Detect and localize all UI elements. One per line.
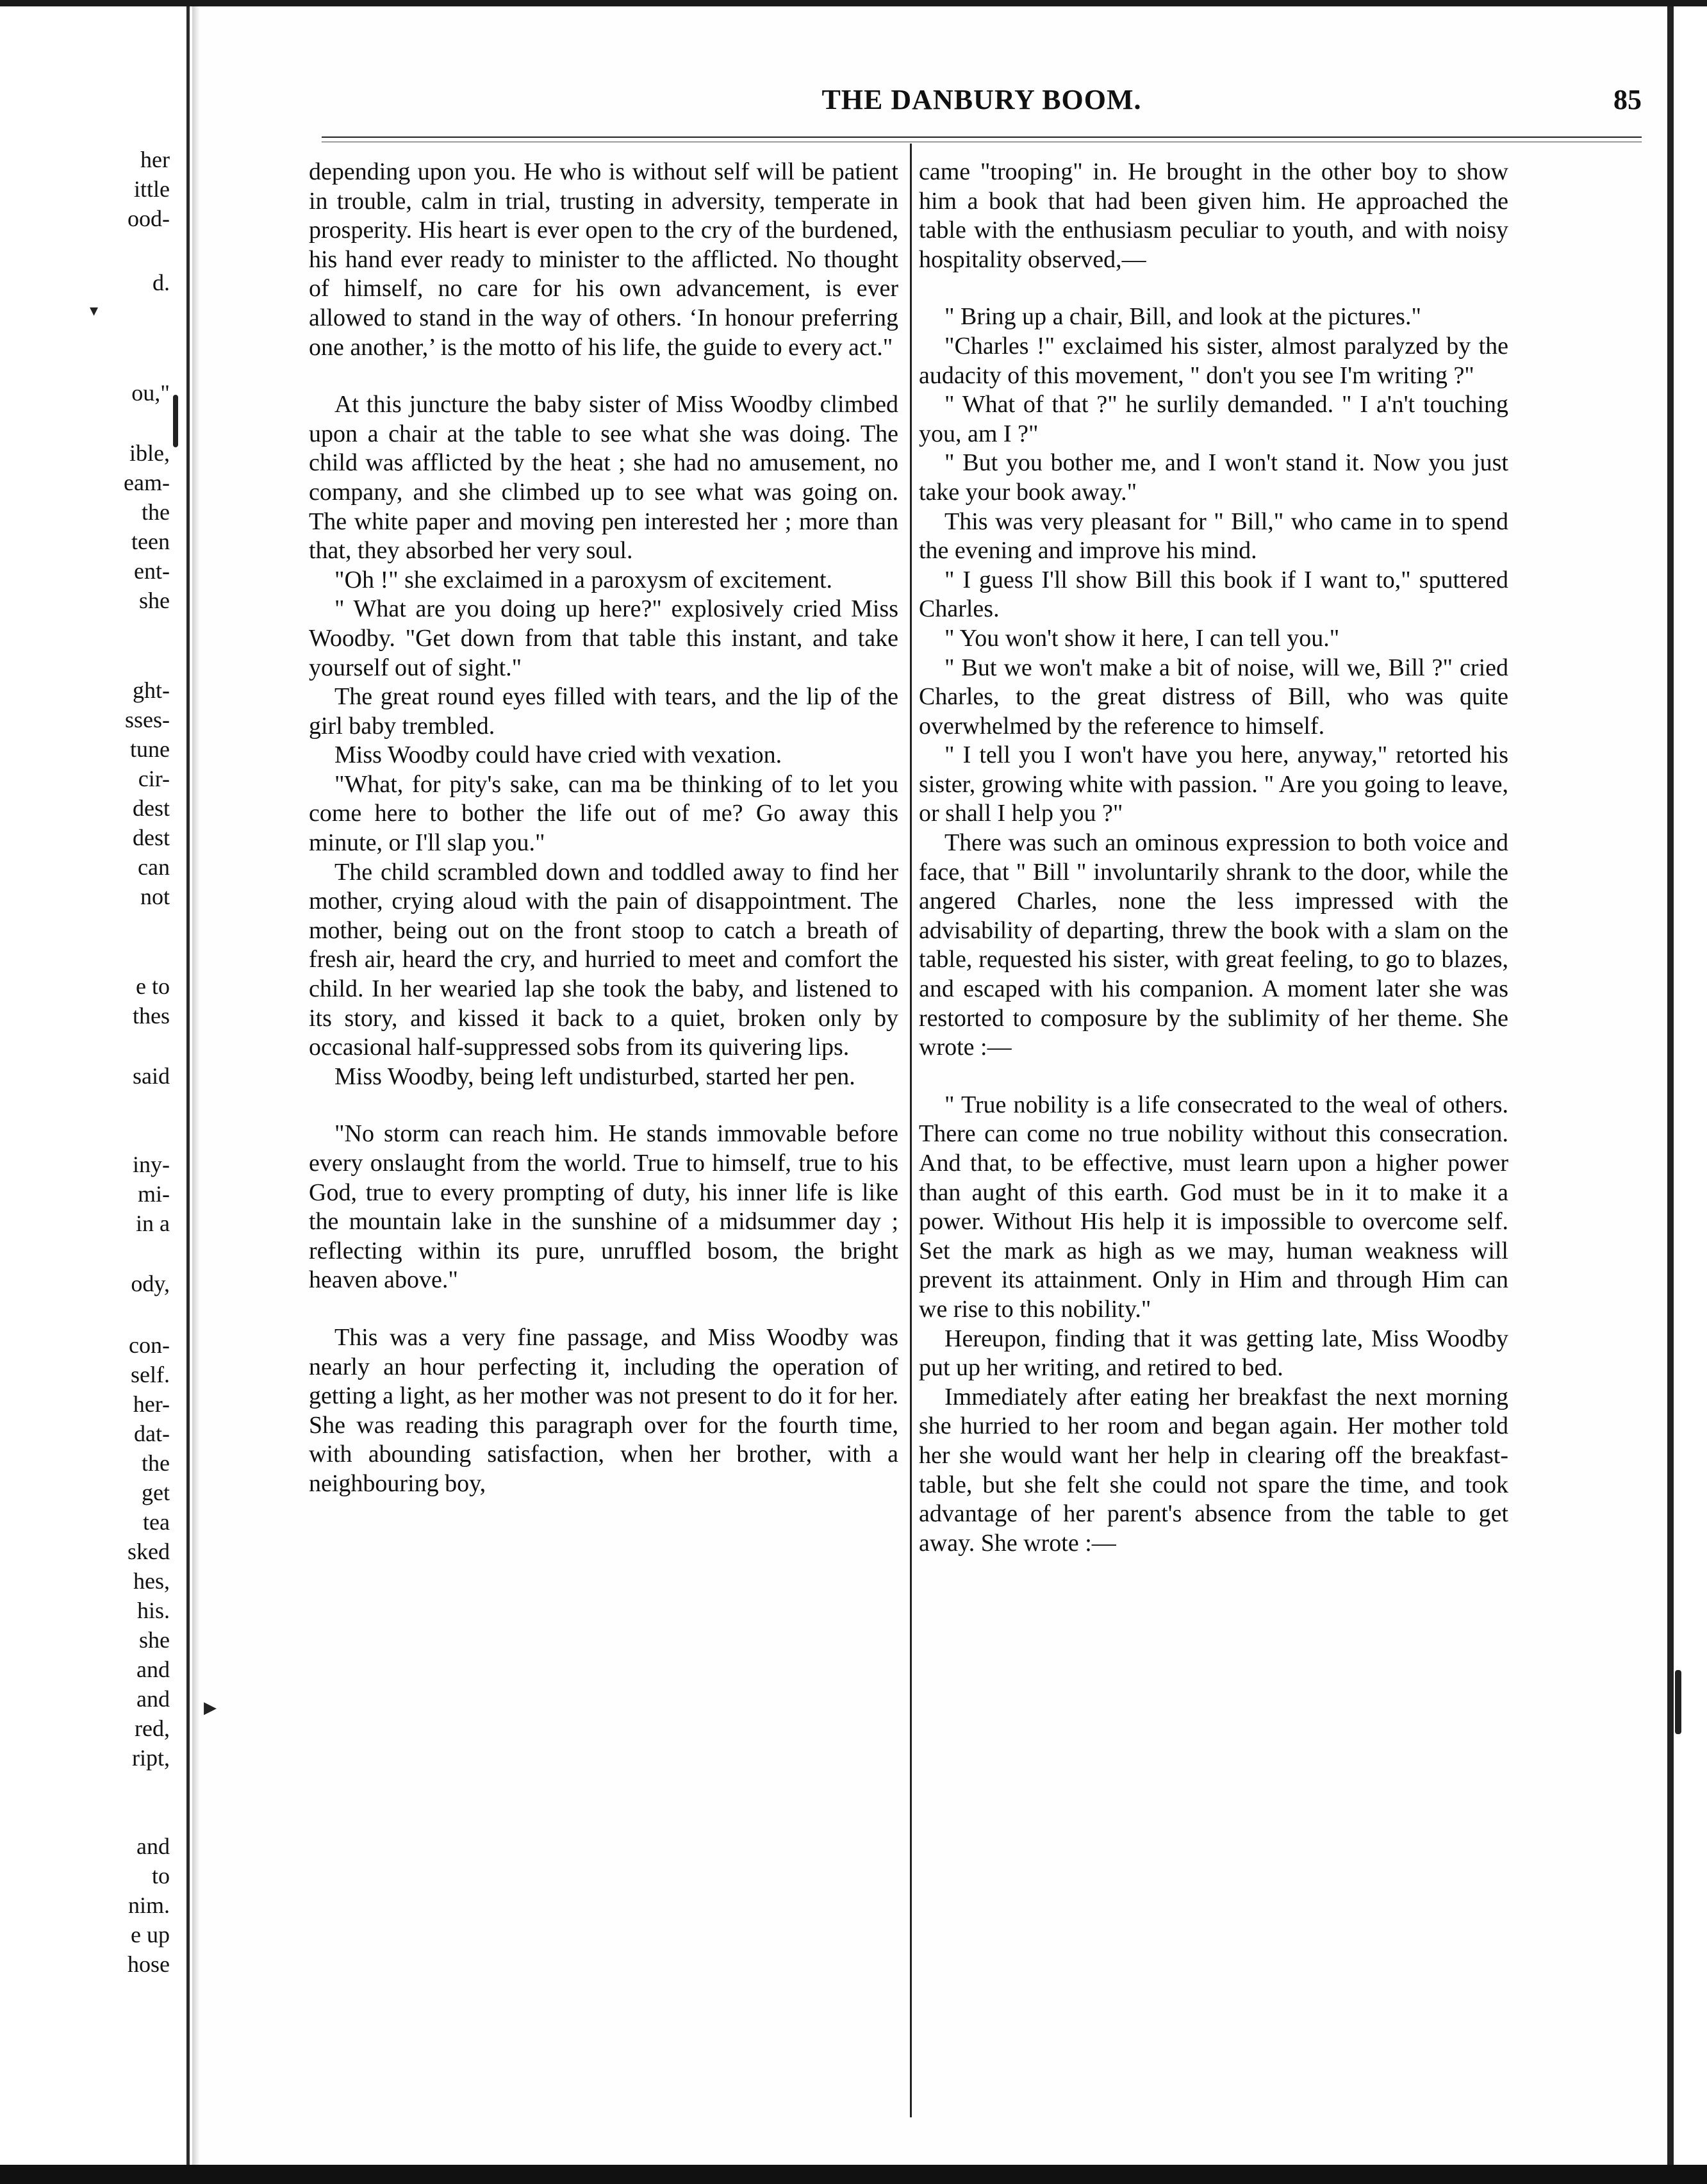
paragraph: " What are you doing up here?" explosively cried Miss Woodby. "Get down from that table this instant, and take yourself out of sight." (309, 595, 898, 681)
paragraph: "Oh !" she exclaimed in a paroxysm of excitement. (334, 566, 833, 593)
margin-fragment: can (138, 854, 170, 880)
paragraph: " You won't show it here, I can tell you." (944, 624, 1340, 652)
previous-page-strip (0, 6, 190, 2165)
paragraph: Miss Woodby could have cried with vexation. (334, 741, 782, 769)
paragraph: At this juncture the baby sister of Miss Woodby climbed upon a chair at the table to see what she was doing. The child was afflicted by the heat ; she had no amusement, no company, and she climbed up to see what was going on. The white paper and moving pen interested her ; more than that, they absorbed her very soul. (309, 391, 898, 565)
margin-fragment: ody, (131, 1271, 170, 1296)
left-column (309, 158, 898, 1499)
right-binding-mark (1675, 1670, 1681, 1734)
margin-dot-mark: ▾ (90, 301, 99, 320)
margin-fragment: self. (131, 1362, 170, 1387)
margin-fragment: tune (130, 736, 170, 762)
margin-fragment: and (136, 1686, 170, 1712)
column-divider (910, 144, 912, 2117)
paragraph: "Charles !" exclaimed his sister, almost paralyzed by the audacity of this movement, " don't you see I'm writing ?" (919, 332, 1508, 389)
margin-fragment: her (140, 147, 170, 172)
margin-fragment: ent- (134, 558, 170, 584)
section-gap (919, 274, 1508, 302)
margin-fragment: red, (135, 1716, 170, 1741)
right-column (919, 158, 1508, 1558)
scan-top-edge (0, 0, 1707, 6)
margin-fragment: ible, (129, 440, 170, 466)
binding-clip-mark (173, 395, 178, 447)
paragraph: Immediately after eating her breakfast the next morning she hurried to her room and began again. Her mother told her she would want her help in clearing off the breakfast-table, but she felt she could not spare the time, and took advantage of her parent's absence from the table to get away. She wrote :— (919, 1383, 1508, 1557)
margin-fragment: to (151, 1863, 170, 1889)
section-gap (309, 1091, 898, 1120)
margin-fragment: cir- (138, 766, 170, 791)
margin-fragment: mi- (138, 1181, 170, 1207)
margin-fragment: she (139, 1627, 170, 1653)
margin-fragment: d. (153, 270, 170, 295)
section-gap (309, 362, 898, 390)
paragraph: came "trooping" in. He brought in the other boy to show him a book that had been given him. He approached the table with the enthusiasm peculiar to youth, and with noisy hospitality observed,— (919, 158, 1508, 273)
paragraph: "What, for pity's sake, can ma be thinking of to let you come here to bother the life out of me? Go away this minute, or I'll slap you." (309, 770, 898, 857)
margin-fragment: tea (143, 1509, 170, 1535)
paragraph: depending upon you. He who is without self will be patient in trouble, calm in trial, trusting in adversity, temperate in prosperity. His heart is ever open to the cry of the burdened, his hand ever ready to minister to the afflicted. No thought of himself, no care for his own advancement, is ever allowed to stand in the way of others. ‘In honour preferring one another,’ is the motto of his life, the guide to every act." (309, 158, 898, 361)
margin-fragment: e up (131, 1922, 170, 1948)
margin-fragment: thes (133, 1003, 170, 1029)
paragraph: " Bring up a chair, Bill, and look at the pictures." (944, 303, 1421, 331)
margin-fragment: dest (133, 795, 170, 821)
header-rule (322, 136, 1642, 142)
paragraph: " I guess I'll show Bill this book if I want to," sputtered Charles. (919, 566, 1508, 623)
margin-fragment: eam- (124, 470, 170, 495)
margin-fragment: not (140, 884, 170, 909)
margin-fragment: hes, (133, 1568, 170, 1594)
paragraph: The great round eyes filled with tears, and the lip of the girl baby trembled. (309, 683, 898, 740)
paragraph: " I tell you I won't have you here, anyway," retorted his sister, growing white with passion. " Are you going to leave, or shall I help you ?" (919, 741, 1508, 827)
margin-fragment: her- (133, 1391, 170, 1417)
margin-fragment: ittle (134, 176, 170, 202)
paragraph: " What of that ?" he surlily demanded. " I a'n't touching you, am I ?" (919, 391, 1508, 447)
page-fold-shadow (192, 6, 200, 2165)
margin-fragment: sses- (125, 707, 170, 732)
paragraph: Hereupon, finding that it was getting late, Miss Woodby put up her writing, and retired to bed. (919, 1325, 1508, 1382)
margin-fragment: the (142, 1450, 170, 1476)
margin-fragment: said (133, 1063, 170, 1089)
margin-fragment: in a (136, 1211, 170, 1236)
section-gap (309, 1295, 898, 1323)
paragraph: There was such an ominous expression to both voice and face, that " Bill " involuntarily shrank to the door, while the angered Charles, none the less impressed with the advisability of departing, threw the book with a slam on the table, requested his sister, with great feeling, to go to blazes, and escaped with his companion. A moment later she was restorted to composure by the sublimity of her theme. She wrote :— (919, 829, 1508, 1061)
margin-fragment: and (136, 1833, 170, 1859)
margin-fragment: ript, (132, 1745, 170, 1771)
paragraph: " True nobility is a life consecrated to the weal of others. There can come no true nobility without this consecration. And that, to be effective, must learn upon a higher power than aught of this earth. God must be in it to make it a power. Without His help it is impossible to overcome self. Set the mark as high as we may, human weakness will prevent its attainment. Only in Him and through Him can we rise to this nobility." (919, 1091, 1508, 1323)
margin-fragment: hose (128, 1951, 170, 1977)
margin-fragment: she (139, 588, 170, 613)
section-gap (919, 1063, 1508, 1091)
paragraph: This was very pleasant for " Bill," who came in to spend the evening and improve his mind. (919, 508, 1508, 565)
margin-fragment: e to (136, 973, 170, 999)
margin-fragment: ght- (133, 677, 170, 703)
paragraph: Miss Woodby, being left undisturbed, started her pen. (334, 1063, 855, 1090)
margin-arrow-mark: ▶ (204, 1698, 217, 1717)
margin-fragment: nim. (128, 1892, 170, 1918)
paragraph: "No storm can reach him. He stands immovable before every onslaught from the world. True to himself, true to his God, true to every prompting of duty, his inner life is like the mountain lake in the sunshine of a midsummer day ; reflecting within its pure, unruffled bosom, the bright heaven above." (309, 1120, 898, 1294)
paragraph: " But you bother me, and I won't stand it. Now you just take your book away." (919, 449, 1508, 506)
margin-fragment: teen (131, 529, 170, 554)
running-title: THE DANBURY BOOM. (821, 84, 1142, 115)
paragraph: The child scrambled down and toddled away to find her mother, crying aloud with the pain of disappointment. The mother, being out on the front stoop to catch a breath of fresh air, heard the cry, and hurried to meet and comfort the child. In her wearied lap she took the baby, and listened to its story, and kissed it back to a quiet, broken only by occasional half-suppressed sobs from its quivering lips. (309, 858, 898, 1061)
margin-fragment: get (142, 1480, 170, 1505)
page-header (322, 83, 1642, 128)
margin-fragment: his. (136, 1598, 170, 1623)
scan-bottom-edge (0, 2165, 1707, 2184)
paragraph: " But we won't make a bit of noise, will we, Bill ?" cried Charles, to the great distress of Bill, who was quite overwhelmed by the reference to himself. (919, 654, 1508, 740)
margin-fragment: con- (129, 1332, 170, 1358)
margin-fragment: dest (133, 825, 170, 850)
paragraph: This was a very fine passage, and Miss Woodby was nearly an hour perfecting it, including the operation of getting a light, as her mother was not present to do it for her. She was reading this paragraph over for the fourth time, with abounding satisfaction, when her brother, with a neighbouring boy, (309, 1323, 898, 1497)
margin-fragment: sked (128, 1539, 170, 1564)
margin-fragment: dat- (134, 1421, 170, 1446)
page-number: 85 (1613, 84, 1642, 115)
margin-fragment: the (142, 499, 170, 525)
margin-fragment: ood- (128, 206, 170, 231)
margin-fragment: iny- (133, 1152, 170, 1177)
margin-fragment: and (136, 1657, 170, 1682)
margin-fragment: ou," (131, 380, 170, 406)
